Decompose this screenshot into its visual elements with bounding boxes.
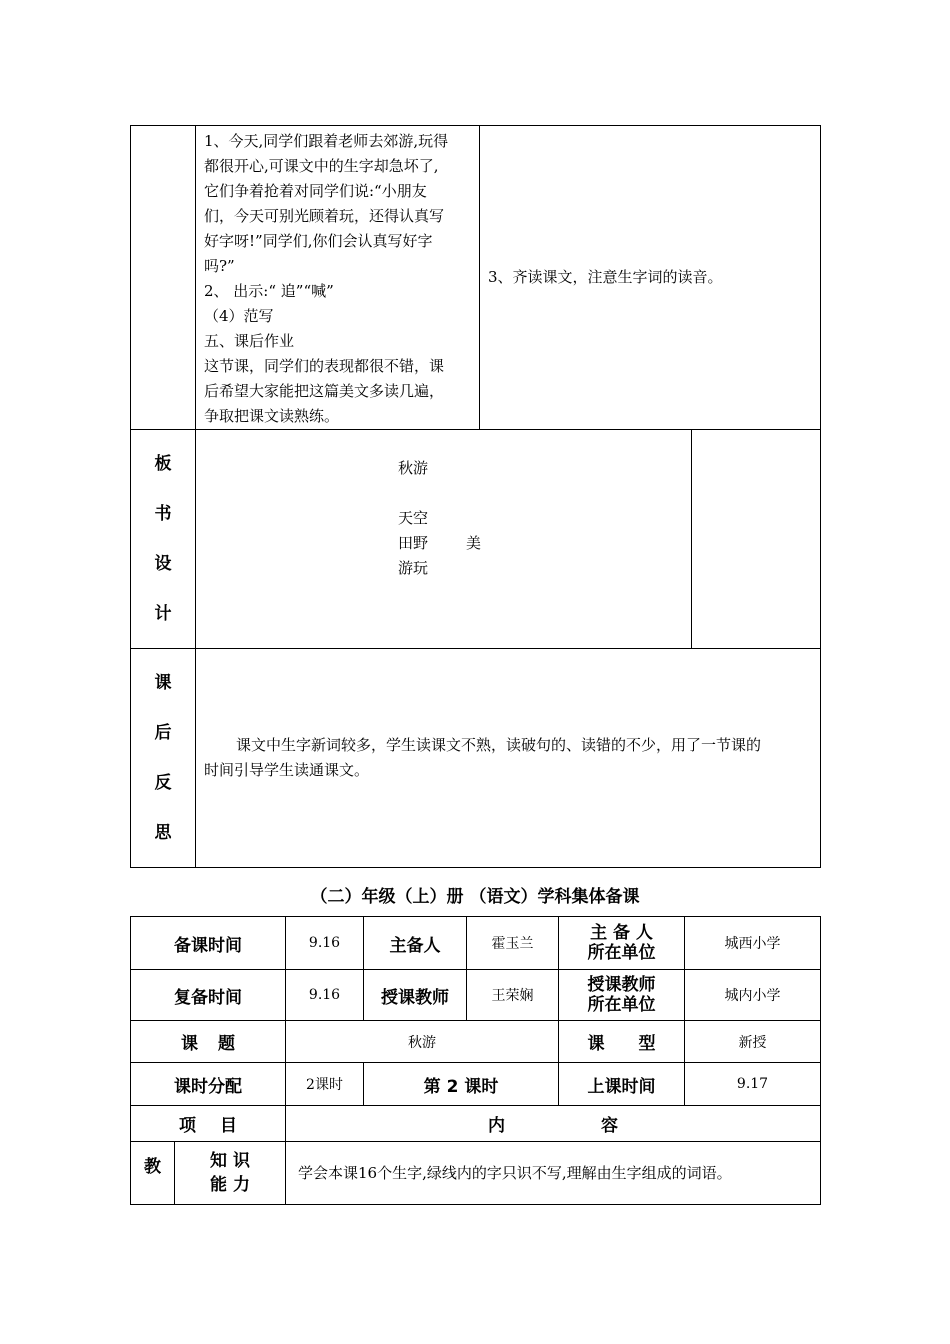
- prep-time-label: 备课时间: [131, 917, 286, 970]
- info-table: [130, 916, 821, 1205]
- topic-label: 课 题: [131, 1021, 286, 1063]
- lesson-line: 后希望大家能把这篇美文多读几遍，: [204, 382, 445, 400]
- period-value: 第 2 课时: [364, 1063, 559, 1106]
- ability-label: 知 识 能 力: [175, 1142, 286, 1205]
- teacher-label: 授课教师: [364, 970, 467, 1021]
- hours-value: 2课时: [286, 1063, 364, 1106]
- reflection-cell: [196, 649, 821, 868]
- lead-unit-value: 城西小学: [685, 917, 821, 970]
- student-activity-text: 3、齐读课文，注意生字词的读音。: [488, 268, 723, 286]
- board-side-cell: [692, 430, 821, 649]
- ability-text: 学会本课16个生字,绿线内的字只识不写,理解由生字组成的词语。: [298, 1163, 732, 1182]
- reflection-text: 课文中生字新词较多，学生读课文不熟，读破句的、读错的不少，用了一节课的: [236, 736, 762, 754]
- lesson-table: [130, 125, 821, 868]
- lesson-line: 五、课后作业: [204, 332, 295, 350]
- lesson-line: 这节课，同学们的表现都很不错，课: [204, 357, 445, 375]
- lesson-line: 好字呀!”同学们,你们会认真写好字: [204, 232, 433, 250]
- type-label: 课 型: [559, 1021, 685, 1063]
- teacher-value: 王荣娴: [467, 970, 559, 1021]
- ability-cell: [286, 1142, 821, 1205]
- board-item: 田野 美: [398, 534, 482, 552]
- lead-unit-label: 主 备 人 所在单位: [559, 917, 685, 970]
- teacher-activity-cell: [196, 126, 480, 430]
- prep-time-value: 9.16: [286, 917, 364, 970]
- reflection-text: 时间引导学生读通课文。: [204, 761, 370, 779]
- lesson-line: 2、 出示:“ 追”“喊”: [204, 282, 334, 300]
- review-time-value: 9.16: [286, 970, 364, 1021]
- board-item: 天空: [398, 509, 429, 527]
- lesson-line: 都很开心,可课文中的生字却急坏了,: [204, 157, 439, 175]
- reflection-label: 课 后 反 思: [131, 649, 196, 868]
- page-heading: （二）年级（上）册 （语文）学科集体备课: [310, 887, 640, 907]
- type-value: 新授: [685, 1021, 821, 1063]
- hours-label: 课时分配: [131, 1063, 286, 1106]
- teacher-unit-label: 授课教师 所在单位: [559, 970, 685, 1021]
- class-time-label: 上课时间: [559, 1063, 685, 1106]
- lead-label: 主备人: [364, 917, 467, 970]
- board-design-cell: [196, 430, 692, 649]
- lesson-line: 1、今天,同学们跟着老师去郊游,玩得: [204, 132, 449, 150]
- board-title: 秋游: [398, 459, 429, 477]
- review-time-label: 复备时间: [131, 970, 286, 1021]
- lesson-line: （4）范写: [204, 307, 274, 325]
- lesson-line: 吗?”: [204, 257, 235, 275]
- topic-value: 秋游: [286, 1021, 559, 1063]
- board-item: 游玩: [398, 559, 429, 577]
- board-summary: 美: [466, 534, 482, 552]
- student-activity-cell: [480, 126, 821, 430]
- content-label: 内 容: [286, 1106, 821, 1142]
- lesson-line: 它们争着抢着对同学们说:“小朋友: [204, 182, 427, 200]
- teacher-activity-text: [204, 129, 473, 429]
- class-time-value: 9.17: [685, 1063, 821, 1106]
- item-label: 项 目: [131, 1106, 286, 1142]
- teacher-unit-value: 城内小学: [685, 970, 821, 1021]
- lesson-line: 们，今天可别光顾着玩，还得认真写: [204, 207, 445, 225]
- lesson-line: 争取把课文读熟练。: [204, 407, 340, 425]
- lead-value: 霍玉兰: [467, 917, 559, 970]
- teach-label: 教: [131, 1142, 175, 1205]
- lesson-label-cell: [131, 126, 196, 430]
- board-design-label: 板 书 设 计: [131, 430, 196, 649]
